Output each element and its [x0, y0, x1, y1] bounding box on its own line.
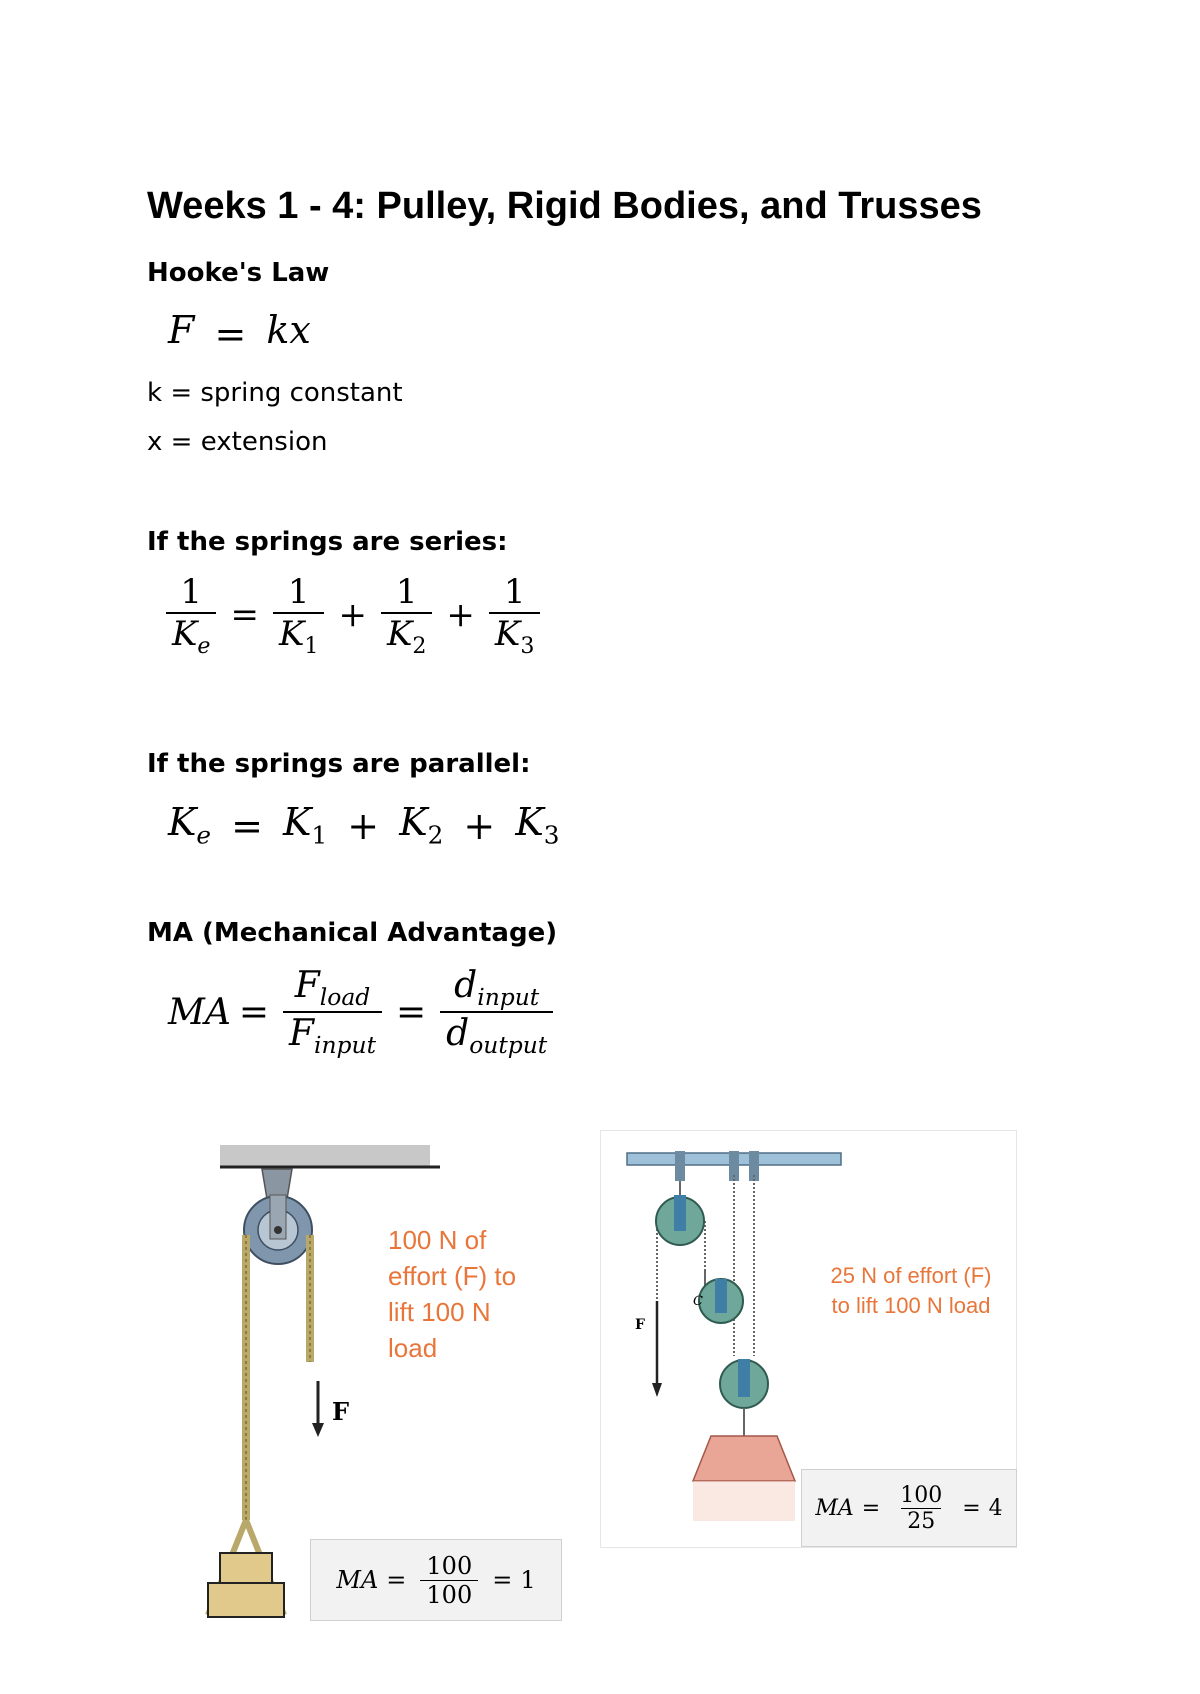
frac-k3: $\frac{1}{K_3}$: [489, 572, 540, 659]
right-caption: 25 N of effort (F) to lift 100 N load: [830, 1263, 992, 1318]
hooke-rhs: kx: [266, 308, 311, 352]
ceiling: [220, 1145, 430, 1167]
left-ma-box: MA = $\frac{100}{100}$ = 1: [310, 1539, 562, 1621]
hooke-formula: [168, 308, 311, 356]
series-formula: $\frac{1}{K_e}$ = $\frac{1}{K_1}$ + $\frac{1}{K_2}$ + $\frac{1}{K_3}$: [160, 572, 546, 659]
def-x: x = extension: [147, 427, 328, 457]
ma-heading: MA (Mechanical Advantage): [147, 918, 558, 948]
left-caption: 100 N of effort (F) to lift 100 N load: [388, 1225, 517, 1363]
force-label-left: F: [332, 1397, 350, 1426]
pulley-c-label: C: [693, 1294, 703, 1309]
frac-force: $\frac{F_{load}}{F_{input}}$: [283, 965, 382, 1059]
hooke-heading: Hooke's Law: [147, 258, 330, 288]
frac-distance: $\frac{d_{input}}{d_{output}}$: [440, 965, 553, 1059]
def-k: k = spring constant: [147, 378, 403, 408]
force-label-right: F: [635, 1317, 645, 1333]
frac-ke: $\frac{1}{K_e}$: [166, 572, 216, 659]
frac-k2: $\frac{1}{K_2}$: [381, 572, 432, 659]
compound-pulley-figure: [600, 1130, 1017, 1548]
right-ma-box: MA = $\frac{100}{25}$ = 4: [801, 1469, 1017, 1547]
hooke-lhs: F: [168, 308, 195, 352]
load-box-bottom: [208, 1583, 284, 1617]
frac-k1: $\frac{1}{K_1}$: [273, 572, 324, 659]
parallel-heading: If the springs are parallel:: [147, 749, 531, 779]
ma-formula: MA = $\frac{F_{load}}{F_{input}}$ = $\frac{d_{input}}{d_{output}}$: [168, 965, 559, 1059]
parallel-formula: $K_e = K_1 + K_2 + K_3$: [168, 800, 560, 850]
hooke-eq: =: [214, 311, 247, 356]
series-heading: If the springs are series:: [147, 527, 508, 557]
load-box-top: [220, 1553, 272, 1583]
page-title: Weeks 1 - 4: Pulley, Rigid Bodies, and Trusses: [147, 185, 982, 227]
load-weight: [693, 1436, 795, 1481]
single-pulley-figure: [150, 1125, 560, 1621]
